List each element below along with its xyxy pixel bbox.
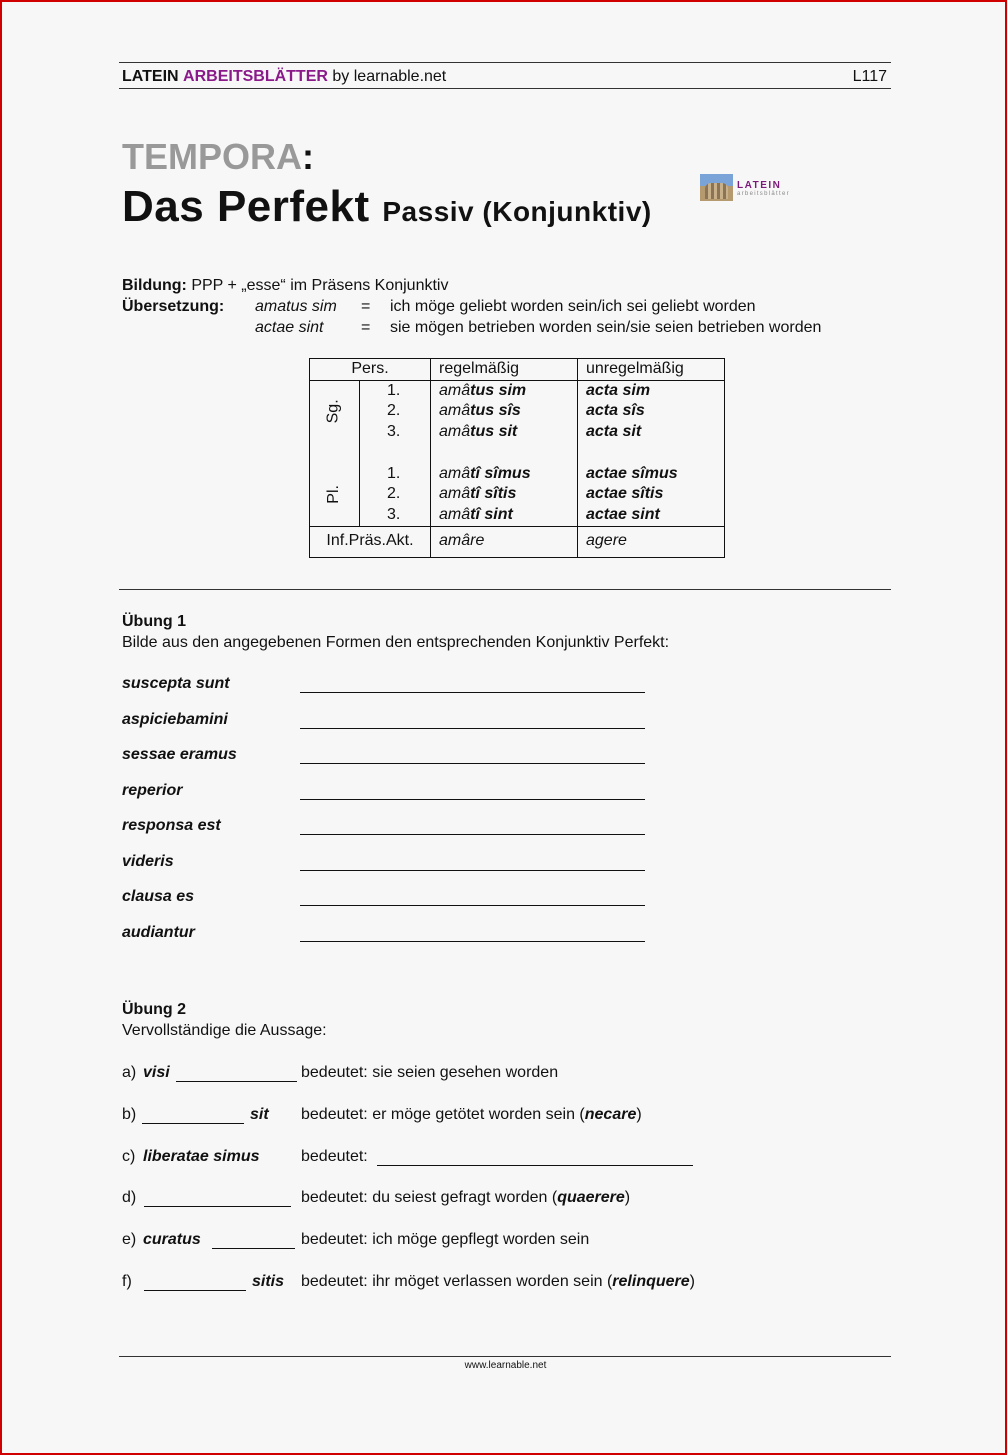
- inf-irr: agere: [578, 526, 725, 557]
- blank-d[interactable]: [144, 1206, 291, 1207]
- header-latein: LATEIN: [122, 68, 179, 85]
- header-by: by learnable.net: [332, 68, 447, 85]
- inf-label: Inf.Präs.Akt.: [310, 526, 431, 557]
- header-arbeitsblaetter: ARBEITSBLÄTTER: [183, 68, 328, 85]
- bedeutet-a: bedeutet: sie seien gesehen worden: [301, 1064, 559, 1081]
- blank-f[interactable]: [144, 1290, 246, 1291]
- item-letter-c: c): [122, 1148, 136, 1165]
- person-number: 1.: [387, 381, 401, 399]
- pers-cell: [310, 401, 431, 422]
- group-divider: [310, 443, 360, 464]
- answer-line[interactable]: [300, 834, 645, 835]
- answer-line[interactable]: [300, 905, 645, 906]
- table-row: [310, 505, 725, 526]
- tempora-colon: :: [302, 136, 314, 177]
- title-main: Das Perfekt: [122, 182, 370, 231]
- uebung1-item: sessae eramus: [122, 746, 237, 763]
- irr-form: acta sim: [578, 380, 725, 401]
- item-letter-a: a): [122, 1064, 137, 1081]
- reg-form: amâtus sîs: [431, 401, 578, 422]
- page-title: [122, 182, 652, 232]
- item-word-a: visi: [143, 1064, 170, 1081]
- header-rule-bottom: [119, 88, 891, 89]
- answer-line[interactable]: [300, 692, 645, 693]
- item-word-f: sitis: [252, 1273, 285, 1290]
- irr-form: actae sîmus: [578, 464, 725, 485]
- table-row: [310, 422, 725, 443]
- uebung1-item: clausa es: [122, 888, 195, 905]
- item-letter-d: d): [122, 1189, 137, 1206]
- irr-form: actae sint: [578, 505, 725, 526]
- item-letter-b: b): [122, 1106, 137, 1123]
- pers-cell: [310, 464, 431, 504]
- uebung2-title: Übung 2: [122, 1001, 186, 1018]
- th-pers: Pers.: [310, 359, 431, 381]
- bedeutet-d: bedeutet: du seiest gefragt worden (quaerere): [301, 1189, 631, 1206]
- header-rule-top: [119, 62, 891, 63]
- title-sub: Passiv (Konjunktiv): [382, 196, 652, 227]
- table-row: [310, 464, 725, 485]
- bedeutet-b: bedeutet: er möge getötet worden sein (necare): [301, 1106, 642, 1123]
- answer-line[interactable]: [300, 941, 645, 942]
- item-word-c: liberatae simus: [143, 1148, 260, 1165]
- irr-form: acta sîs: [578, 401, 725, 422]
- translation-german-1: ich möge geliebt worden sein/ich sei geliebt worden: [390, 298, 756, 315]
- uebersetzung-label: Übersetzung:: [122, 298, 225, 315]
- pers-cell: [310, 443, 431, 464]
- tempora-text: TEMPORA: [122, 136, 302, 177]
- uebung1-item: reperior: [122, 782, 183, 799]
- inf-reg: amâre: [431, 526, 578, 557]
- translation-latin-2: actae sint: [255, 319, 324, 336]
- header-code: L117: [852, 68, 887, 85]
- bedeutet-c: bedeutet:: [301, 1148, 368, 1165]
- table-row: [310, 484, 725, 505]
- th-unregelmaessig: unregelmäßig: [578, 359, 725, 381]
- section-divider: [119, 589, 891, 590]
- pl-label: Pl.: [325, 485, 343, 504]
- bildung-text: PPP + „esse“ im Präsens Konjunktiv: [191, 277, 449, 294]
- person-number: 3.: [387, 423, 401, 441]
- item-word-b: sit: [250, 1106, 269, 1123]
- reg-form: amâtî sîmus: [431, 464, 578, 485]
- translation-latin-1: amatus sim: [255, 298, 337, 315]
- table-row: [310, 380, 725, 401]
- answer-line[interactable]: [300, 799, 645, 800]
- uebung1-item: audiantur: [122, 924, 195, 941]
- logo-line1: LATEIN: [737, 180, 782, 191]
- item-letter-e: e): [122, 1231, 137, 1248]
- latein-logo: [700, 174, 800, 202]
- bedeutet-e: bedeutet: ich möge gepflegt worden sein: [301, 1231, 590, 1248]
- reg-form: amâtî sîtis: [431, 484, 578, 505]
- footer-url: www.learnable.net: [464, 1360, 547, 1371]
- translation-eq-2: =: [361, 319, 371, 336]
- blank-a[interactable]: [176, 1081, 297, 1082]
- table-header-row: [310, 359, 725, 381]
- person-number: 2.: [387, 402, 401, 420]
- conjugation-table: [309, 358, 725, 558]
- reg-form: amâtus sit: [431, 422, 578, 443]
- uebung1-title: Übung 1: [122, 613, 186, 630]
- logo-line2: arbeitsblätter: [737, 191, 790, 197]
- answer-line[interactable]: [300, 763, 645, 764]
- irr-form: actae sîtis: [578, 484, 725, 505]
- blank-e[interactable]: [212, 1248, 295, 1249]
- uebung1-item: videris: [122, 853, 174, 870]
- answer-line[interactable]: [300, 870, 645, 871]
- reg-form: amâtî sint: [431, 505, 578, 526]
- person-number: 1.: [387, 464, 401, 482]
- table-row: [310, 401, 725, 422]
- blank-b[interactable]: [142, 1123, 244, 1124]
- table-spacer-row: [310, 443, 725, 464]
- sg-label: Sg.: [325, 399, 343, 424]
- bedeutet-f: bedeutet: ihr möget verlassen worden sein (relinquere): [301, 1273, 695, 1290]
- person-number: 2.: [387, 485, 401, 503]
- pers-cell: [310, 422, 431, 443]
- irr-form: acta sit: [578, 422, 725, 443]
- uebung1-item: responsa est: [122, 817, 221, 834]
- th-regelmaessig: regelmäßig: [431, 359, 578, 381]
- translation-german-2: sie mögen betrieben worden sein/sie seien betrieben worden: [390, 319, 822, 336]
- answer-line[interactable]: [300, 728, 645, 729]
- tempora-heading: [122, 136, 314, 178]
- bildung-row: [122, 277, 448, 295]
- footer-rule: [119, 1356, 891, 1357]
- translation-eq-1: =: [361, 298, 371, 315]
- uebung1-instruction: Bilde aus den angegebenen Formen den entsprechenden Konjunktiv Perfekt:: [122, 634, 670, 651]
- uebung1-item: suscepta sunt: [122, 675, 230, 692]
- blank-c[interactable]: [377, 1165, 693, 1166]
- pers-cell: [310, 484, 431, 505]
- header-brand: [122, 68, 446, 86]
- uebung2-instruction: Vervollständige die Aussage:: [122, 1022, 327, 1039]
- item-letter-f: f): [122, 1273, 132, 1290]
- item-word-e: curatus: [143, 1231, 201, 1248]
- uebung1-item: aspiciebamini: [122, 711, 228, 728]
- reg-form: amâtus sim: [431, 380, 578, 401]
- colosseum-icon: [700, 174, 733, 201]
- table-inf-row: [310, 526, 725, 557]
- person-number: 3.: [387, 505, 401, 523]
- pers-cell: [310, 505, 431, 526]
- bildung-label: Bildung:: [122, 277, 187, 294]
- pers-cell: [310, 380, 431, 424]
